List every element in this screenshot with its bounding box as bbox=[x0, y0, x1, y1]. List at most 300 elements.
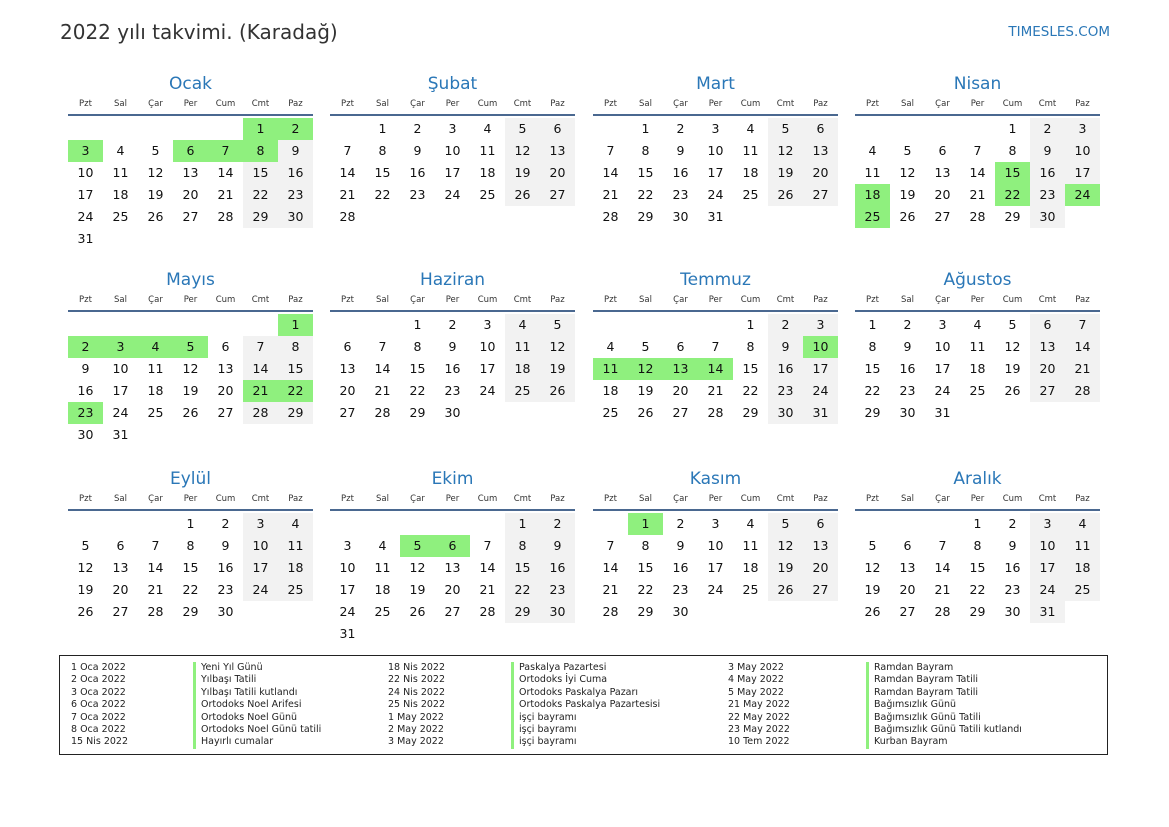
empty-cell bbox=[855, 118, 890, 140]
day-cell: 18 bbox=[147, 383, 164, 398]
day-cell: 18 bbox=[602, 383, 619, 398]
day-cell: 9 bbox=[81, 361, 90, 376]
legend-holiday-name: Yılbaşı Tatili bbox=[193, 674, 321, 686]
day-cell: 31 bbox=[112, 427, 129, 442]
day-cell: 17 bbox=[112, 383, 129, 398]
day-cell: 27 bbox=[899, 604, 916, 619]
day-cell: 5 bbox=[768, 513, 803, 535]
weekday-header bbox=[855, 96, 1100, 116]
day-cell: 30 bbox=[768, 402, 803, 424]
day-cell: 22 bbox=[969, 582, 986, 597]
weekday-label: Paz bbox=[288, 295, 303, 305]
day-cell: 4 bbox=[378, 538, 387, 553]
day-cell: 27 bbox=[339, 405, 356, 420]
day-cell: 23 bbox=[1004, 582, 1021, 597]
day-cell: 30 bbox=[217, 604, 234, 619]
day-cell: 16 bbox=[217, 560, 234, 575]
month-12 bbox=[855, 467, 1100, 623]
weekday-label: Cum bbox=[215, 99, 236, 109]
weekday-header bbox=[855, 491, 1100, 511]
day-cell: 5 bbox=[400, 535, 435, 557]
day-cell: 22 bbox=[637, 187, 654, 202]
legend-date: 15 Nis 2022 bbox=[71, 736, 128, 748]
day-cell: 3 bbox=[68, 140, 103, 162]
month-6 bbox=[330, 268, 575, 424]
day-cell: 14 bbox=[698, 358, 733, 380]
day-cell: 26 bbox=[540, 380, 575, 402]
day-cell: 17 bbox=[77, 187, 94, 202]
legend-holiday-name: işçi bayramı bbox=[511, 712, 660, 724]
weekday-header bbox=[593, 491, 838, 511]
empty-cell bbox=[593, 314, 628, 336]
day-cell: 30 bbox=[672, 209, 689, 224]
empty-cell bbox=[138, 513, 173, 535]
empty-cell bbox=[855, 513, 890, 535]
day-cell: 2 bbox=[676, 516, 685, 531]
weekday-header bbox=[68, 96, 313, 116]
legend-holiday-name: Ortodoks Noel Günü tatili bbox=[193, 724, 321, 736]
weekday-label: Sal bbox=[901, 295, 914, 305]
weekday-label: Çar bbox=[148, 99, 163, 109]
day-cell: 19 bbox=[77, 582, 94, 597]
day-cell: 29 bbox=[1004, 209, 1021, 224]
day-cell: 13 bbox=[339, 361, 356, 376]
empty-cell bbox=[330, 118, 365, 140]
month-name: Nisan bbox=[953, 74, 1002, 94]
day-cell: 29 bbox=[505, 601, 540, 623]
day-cell: 25 bbox=[112, 209, 129, 224]
weekday-label: Sal bbox=[376, 295, 389, 305]
day-cell: 6 bbox=[803, 118, 838, 140]
day-cell: 10 bbox=[243, 535, 278, 557]
day-cell: 19 bbox=[768, 557, 803, 579]
weekday-label: Per bbox=[183, 295, 198, 305]
weekday-label: Cmt bbox=[251, 295, 270, 305]
day-cell: 16 bbox=[278, 162, 313, 184]
day-cell: 28 bbox=[339, 209, 356, 224]
day-cell: 16 bbox=[540, 557, 575, 579]
day-cell: 20 bbox=[540, 162, 575, 184]
legend-dates-col-3 bbox=[728, 662, 790, 749]
day-cell: 18 bbox=[1065, 557, 1100, 579]
weekday-label: Sal bbox=[114, 494, 127, 504]
day-cell: 15 bbox=[637, 165, 654, 180]
day-cell: 9 bbox=[413, 143, 422, 158]
weekday-label: Sal bbox=[376, 494, 389, 504]
weekday-label: Paz bbox=[813, 494, 828, 504]
empty-cell bbox=[925, 118, 960, 140]
day-cell: 1 bbox=[628, 513, 663, 535]
day-cell: 12 bbox=[147, 165, 164, 180]
day-cell: 19 bbox=[637, 383, 654, 398]
legend-holiday-name: Ortodoks Paskalya Pazartesisi bbox=[511, 699, 660, 711]
day-cell: 8 bbox=[641, 538, 650, 553]
weekday-label: Çar bbox=[148, 295, 163, 305]
day-cell: 4 bbox=[746, 121, 755, 136]
weekday-header bbox=[68, 491, 313, 511]
day-cell: 17 bbox=[1030, 557, 1065, 579]
legend-date: 4 May 2022 bbox=[728, 674, 784, 686]
legend-holiday-name: işçi bayramı bbox=[511, 724, 660, 736]
weekday-label: Sal bbox=[639, 99, 652, 109]
weekday-label: Paz bbox=[288, 494, 303, 504]
day-cell: 12 bbox=[768, 140, 803, 162]
day-cell: 2 bbox=[278, 118, 313, 140]
day-grid bbox=[68, 314, 313, 446]
day-cell: 22 bbox=[505, 579, 540, 601]
weekday-label: Sal bbox=[114, 99, 127, 109]
day-cell: 27 bbox=[803, 184, 838, 206]
day-cell: 13 bbox=[803, 140, 838, 162]
weekday-label: Cum bbox=[215, 494, 236, 504]
legend-holiday-name: Ortodoks Paskalya Pazarı bbox=[511, 687, 660, 699]
day-cell: 18 bbox=[742, 165, 759, 180]
day-cell: 8 bbox=[243, 140, 278, 162]
month-name: Aralık bbox=[953, 469, 1002, 489]
day-grid bbox=[593, 118, 838, 228]
day-cell: 12 bbox=[77, 560, 94, 575]
day-cell: 11 bbox=[593, 358, 628, 380]
day-cell: 22 bbox=[182, 582, 199, 597]
day-cell: 4 bbox=[116, 143, 125, 158]
day-cell: 2 bbox=[540, 513, 575, 535]
weekday-label: Pzt bbox=[866, 99, 879, 109]
empty-cell bbox=[68, 314, 103, 336]
day-cell: 10 bbox=[444, 143, 461, 158]
legend-date: 8 Oca 2022 bbox=[71, 723, 126, 735]
weekday-label: Cmt bbox=[1038, 295, 1057, 305]
weekday-label: Cmt bbox=[776, 494, 795, 504]
day-cell: 29 bbox=[637, 604, 654, 619]
day-cell: 14 bbox=[934, 560, 951, 575]
day-grid bbox=[855, 118, 1100, 228]
day-cell: 4 bbox=[746, 516, 755, 531]
day-cell: 2 bbox=[1030, 118, 1065, 140]
empty-cell bbox=[890, 118, 925, 140]
day-cell: 6 bbox=[435, 535, 470, 557]
day-cell: 3 bbox=[1065, 118, 1100, 140]
day-cell: 26 bbox=[637, 405, 654, 420]
day-cell: 14 bbox=[602, 560, 619, 575]
day-cell: 27 bbox=[934, 209, 951, 224]
weekday-label: Paz bbox=[288, 99, 303, 109]
weekday-label: Per bbox=[708, 99, 723, 109]
day-cell: 26 bbox=[768, 184, 803, 206]
day-cell: 7 bbox=[243, 336, 278, 358]
day-cell: 24 bbox=[444, 187, 461, 202]
day-cell: 27 bbox=[182, 209, 199, 224]
weekday-header bbox=[330, 96, 575, 116]
weekday-label: Cmt bbox=[251, 494, 270, 504]
day-cell: 2 bbox=[903, 317, 912, 332]
weekday-label: Sal bbox=[639, 494, 652, 504]
day-cell: 23 bbox=[540, 579, 575, 601]
month-name: Eylül bbox=[169, 469, 212, 489]
day-cell: 4 bbox=[868, 143, 877, 158]
day-cell: 25 bbox=[147, 405, 164, 420]
day-cell: 10 bbox=[803, 336, 838, 358]
weekday-header bbox=[855, 292, 1100, 312]
weekday-label: Çar bbox=[935, 295, 950, 305]
legend-date: 23 May 2022 bbox=[728, 723, 790, 735]
empty-cell bbox=[435, 513, 470, 535]
legend-date: 6 Oca 2022 bbox=[71, 699, 126, 711]
weekday-label: Cmt bbox=[251, 99, 270, 109]
weekday-header bbox=[593, 292, 838, 312]
day-cell: 17 bbox=[339, 582, 356, 597]
legend-holiday-name: Bağımsızlık Günü Tatili kutlandı bbox=[866, 724, 1022, 736]
legend-names-col-1 bbox=[193, 662, 321, 749]
day-cell: 12 bbox=[409, 560, 426, 575]
legend-holiday-name: Bağımsızlık Günü Tatili bbox=[866, 712, 1022, 724]
day-cell: 17 bbox=[479, 361, 496, 376]
day-cell: 13 bbox=[182, 165, 199, 180]
empty-cell bbox=[103, 314, 138, 336]
day-cell: 26 bbox=[409, 604, 426, 619]
day-cell: 20 bbox=[1030, 358, 1065, 380]
empty-cell bbox=[628, 314, 663, 336]
day-cell: 15 bbox=[243, 162, 278, 184]
month-4 bbox=[855, 72, 1100, 228]
day-cell: 2 bbox=[1008, 516, 1017, 531]
weekday-label: Cmt bbox=[513, 494, 532, 504]
day-cell: 1 bbox=[243, 118, 278, 140]
day-cell: 9 bbox=[676, 143, 685, 158]
day-cell: 24 bbox=[112, 405, 129, 420]
empty-cell bbox=[208, 314, 243, 336]
month-10 bbox=[330, 467, 575, 645]
day-cell: 19 bbox=[899, 187, 916, 202]
legend-date: 18 Nis 2022 bbox=[388, 662, 445, 673]
day-cell: 13 bbox=[803, 535, 838, 557]
weekday-label: Çar bbox=[935, 99, 950, 109]
legend-holiday-name: Ortodoks Noel Arifesi bbox=[193, 699, 321, 711]
day-cell: 3 bbox=[483, 317, 492, 332]
weekday-label: Per bbox=[708, 295, 723, 305]
legend-dates-col-1 bbox=[71, 662, 128, 749]
legend-names-col-2 bbox=[511, 662, 660, 749]
day-cell: 10 bbox=[1030, 535, 1065, 557]
weekday-label: Pzt bbox=[604, 295, 617, 305]
day-cell: 24 bbox=[339, 604, 356, 619]
day-cell: 15 bbox=[409, 361, 426, 376]
day-cell: 4 bbox=[278, 513, 313, 535]
day-cell: 6 bbox=[903, 538, 912, 553]
day-cell: 19 bbox=[864, 582, 881, 597]
day-cell: 2 bbox=[448, 317, 457, 332]
month-name: Haziran bbox=[419, 270, 486, 290]
day-cell: 5 bbox=[1008, 317, 1017, 332]
legend-holiday-name: Ortodoks Noel Günü bbox=[193, 712, 321, 724]
day-cell: 22 bbox=[637, 582, 654, 597]
legend-holiday-name: Kurban Bayram bbox=[866, 736, 1022, 748]
day-cell: 28 bbox=[934, 604, 951, 619]
day-cell: 14 bbox=[602, 165, 619, 180]
day-cell: 30 bbox=[1004, 604, 1021, 619]
day-cell: 14 bbox=[339, 165, 356, 180]
legend-date: 22 Nis 2022 bbox=[388, 674, 445, 686]
day-cell: 28 bbox=[479, 604, 496, 619]
weekday-label: Cmt bbox=[513, 99, 532, 109]
day-cell: 2 bbox=[68, 336, 103, 358]
day-cell: 1 bbox=[378, 121, 387, 136]
day-cell: 23 bbox=[409, 187, 426, 202]
day-cell: 8 bbox=[1008, 143, 1017, 158]
legend-date: 1 Oca 2022 bbox=[71, 662, 126, 673]
day-cell: 21 bbox=[479, 582, 496, 597]
day-cell: 1 bbox=[186, 516, 195, 531]
weekday-label: Per bbox=[970, 99, 985, 109]
empty-cell bbox=[593, 513, 628, 535]
legend-holiday-name: Yeni Yıl Günü bbox=[193, 662, 321, 674]
weekday-label: Pzt bbox=[341, 494, 354, 504]
day-cell: 24 bbox=[1065, 184, 1100, 206]
weekday-label: Cmt bbox=[1038, 494, 1057, 504]
day-cell: 6 bbox=[676, 339, 685, 354]
day-cell: 23 bbox=[68, 402, 103, 424]
day-cell: 18 bbox=[505, 358, 540, 380]
site-link[interactable]: TIMESLES.COM bbox=[1008, 24, 1110, 40]
day-cell: 5 bbox=[903, 143, 912, 158]
day-cell: 27 bbox=[803, 579, 838, 601]
day-cell: 1 bbox=[278, 314, 313, 336]
day-cell: 15 bbox=[374, 165, 391, 180]
empty-cell bbox=[925, 513, 960, 535]
day-cell: 12 bbox=[540, 336, 575, 358]
day-cell: 6 bbox=[343, 339, 352, 354]
day-cell: 27 bbox=[217, 405, 234, 420]
day-cell: 4 bbox=[973, 317, 982, 332]
day-cell: 29 bbox=[864, 405, 881, 420]
weekday-label: Pzt bbox=[79, 295, 92, 305]
legend-date: 22 May 2022 bbox=[728, 711, 790, 723]
day-cell: 28 bbox=[243, 402, 278, 424]
day-cell: 16 bbox=[672, 165, 689, 180]
weekday-label: Cum bbox=[477, 295, 498, 305]
day-cell: 10 bbox=[479, 339, 496, 354]
day-grid bbox=[68, 513, 313, 623]
weekday-header bbox=[68, 292, 313, 312]
day-cell: 29 bbox=[637, 209, 654, 224]
day-cell: 19 bbox=[182, 383, 199, 398]
weekday-label: Per bbox=[183, 494, 198, 504]
day-cell: 7 bbox=[483, 538, 492, 553]
day-cell: 21 bbox=[602, 187, 619, 202]
legend-date: 21 May 2022 bbox=[728, 699, 790, 711]
weekday-header bbox=[330, 491, 575, 511]
weekday-label: Sal bbox=[901, 99, 914, 109]
weekday-header bbox=[593, 96, 838, 116]
day-cell: 6 bbox=[803, 513, 838, 535]
day-cell: 29 bbox=[243, 206, 278, 228]
day-cell: 28 bbox=[602, 604, 619, 619]
day-cell: 4 bbox=[505, 314, 540, 336]
day-cell: 6 bbox=[221, 339, 230, 354]
day-cell: 12 bbox=[182, 361, 199, 376]
day-cell: 8 bbox=[278, 336, 313, 358]
legend-date: 24 Nis 2022 bbox=[388, 686, 445, 698]
day-cell: 17 bbox=[934, 361, 951, 376]
day-grid bbox=[330, 513, 575, 645]
legend-names-col-3 bbox=[866, 662, 1022, 749]
day-cell: 14 bbox=[243, 358, 278, 380]
day-cell: 22 bbox=[278, 380, 313, 402]
day-cell: 17 bbox=[243, 557, 278, 579]
day-cell: 12 bbox=[1004, 339, 1021, 354]
weekday-label: Cum bbox=[740, 295, 761, 305]
day-cell: 13 bbox=[112, 560, 129, 575]
month-name: Mayıs bbox=[166, 270, 215, 290]
day-cell: 19 bbox=[147, 187, 164, 202]
legend-holiday-name: işçi bayramı bbox=[511, 736, 660, 748]
day-cell: 19 bbox=[768, 162, 803, 184]
day-cell: 21 bbox=[147, 582, 164, 597]
empty-cell bbox=[243, 314, 278, 336]
day-cell: 12 bbox=[505, 140, 540, 162]
day-cell: 12 bbox=[768, 535, 803, 557]
weekday-header bbox=[330, 292, 575, 312]
day-cell: 5 bbox=[81, 538, 90, 553]
weekday-label: Cum bbox=[1002, 494, 1023, 504]
weekday-label: Cmt bbox=[513, 295, 532, 305]
day-cell: 25 bbox=[969, 383, 986, 398]
day-cell: 31 bbox=[707, 209, 724, 224]
day-cell: 29 bbox=[278, 402, 313, 424]
day-cell: 10 bbox=[77, 165, 94, 180]
weekday-label: Pzt bbox=[866, 295, 879, 305]
day-grid bbox=[330, 118, 575, 228]
legend-date: 7 Oca 2022 bbox=[71, 711, 126, 723]
day-cell: 7 bbox=[378, 339, 387, 354]
day-cell: 21 bbox=[217, 187, 234, 202]
day-cell: 18 bbox=[855, 184, 890, 206]
day-cell: 17 bbox=[444, 165, 461, 180]
day-cell: 23 bbox=[444, 383, 461, 398]
day-cell: 4 bbox=[1065, 513, 1100, 535]
day-cell: 7 bbox=[151, 538, 160, 553]
day-cell: 6 bbox=[116, 538, 125, 553]
empty-cell bbox=[960, 118, 995, 140]
day-cell: 28 bbox=[217, 209, 234, 224]
day-cell: 8 bbox=[868, 339, 877, 354]
day-cell: 12 bbox=[899, 165, 916, 180]
month-7 bbox=[593, 268, 838, 424]
day-cell: 1 bbox=[413, 317, 422, 332]
day-cell: 19 bbox=[540, 358, 575, 380]
day-cell: 8 bbox=[746, 339, 755, 354]
weekday-label: Pzt bbox=[79, 99, 92, 109]
page-title: 2022 yılı takvimi. (Karadağ) bbox=[60, 20, 338, 44]
weekday-label: Paz bbox=[1075, 99, 1090, 109]
day-cell: 15 bbox=[742, 361, 759, 376]
day-cell: 5 bbox=[768, 118, 803, 140]
day-grid bbox=[593, 314, 838, 424]
day-cell: 6 bbox=[1030, 314, 1065, 336]
day-cell: 30 bbox=[899, 405, 916, 420]
day-cell: 1 bbox=[505, 513, 540, 535]
weekday-label: Paz bbox=[813, 99, 828, 109]
day-cell: 23 bbox=[278, 184, 313, 206]
day-cell: 15 bbox=[505, 557, 540, 579]
day-cell: 6 bbox=[938, 143, 947, 158]
day-cell: 24 bbox=[77, 209, 94, 224]
day-cell: 30 bbox=[540, 601, 575, 623]
day-cell: 3 bbox=[1030, 513, 1065, 535]
day-cell: 21 bbox=[243, 380, 278, 402]
legend-dates-col-2 bbox=[388, 662, 445, 749]
day-cell: 1 bbox=[1008, 121, 1017, 136]
day-cell: 21 bbox=[1065, 358, 1100, 380]
